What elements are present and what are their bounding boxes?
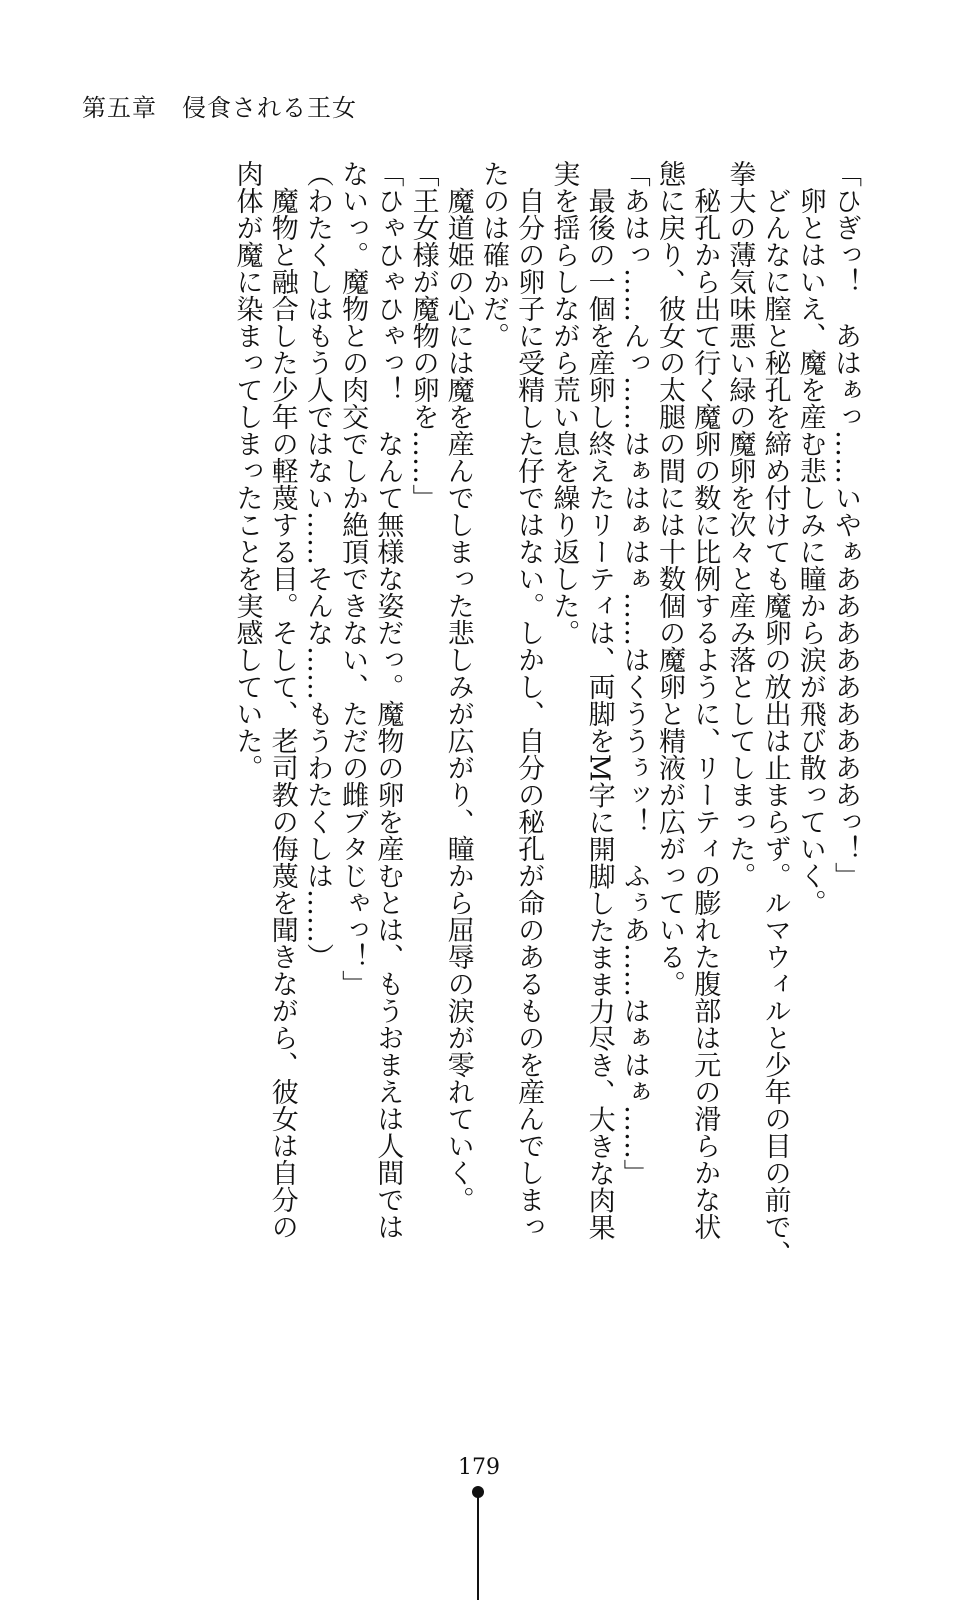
running-title: 第五章 侵食される王女 <box>82 94 357 122</box>
page-number: 179 <box>458 1455 500 1480</box>
text-line: 「ひゃひゃひゃっ！ なんて無様な姿だっ。魔物の卵を産むとは、もうおまえは人間では <box>372 160 404 1240</box>
page-marker-stem <box>477 1495 479 1600</box>
text-line: たのは確かだ。 <box>477 160 509 349</box>
text-line: 卵とはいえ、魔を産む悲しみに瞳から涙が飛び散っていく。 <box>794 160 826 916</box>
text-line: 秘孔から出て行く魔卵の数に比例するように、リーティの膨れた腹部は元の滑らかな状 <box>689 160 721 1240</box>
text-line: （わたくしはもう人ではない……そんな……もうわたくしは……） <box>301 160 333 970</box>
text-line: どんなに膣と秘孔を締め付けても魔卵の放出は止まらず。ルマウィルと少年の目の前で、 <box>759 160 791 1267</box>
text-line: 「王女様が魔物の卵を……」 <box>407 160 439 511</box>
text-line: 態に戻り、彼女の太腿の間には十数個の魔卵と精液が広がっている。 <box>653 160 685 997</box>
text-line: 「あはっ……んっ……はぁはぁはぁ……はくううぅッ！ ふぅあ……はぁはぁ……」 <box>618 160 650 1186</box>
text-line: 肉体が魔に染まってしまったことを実感していた。 <box>231 160 263 781</box>
text-line: ないっ。魔物との肉交でしか絶頂できない、ただの雌ブタじゃっ！」 <box>337 160 369 997</box>
text-line: 自分の卵子に受精した仔ではない。しかし、自分の秘孔が命のあるものを産んでしまっ <box>513 160 545 1240</box>
text-line: 実を揺らしながら荒い息を繰り返した。 <box>548 160 580 646</box>
body-text <box>229 160 863 1300</box>
text-line: 魔道姫の心には魔を産んでしまった悲しみが広がり、瞳から屈辱の涙が零れていく。 <box>442 160 474 1213</box>
text-line: 最後の一個を産卵し終えたリーティは、両脚をM字に開脚したまま力尽き、大きな肉果 <box>583 160 615 1241</box>
text-line: 拳大の薄気味悪い緑の魔卵を次々と産み落としてしまった。 <box>724 160 756 889</box>
text-line: 魔物と融合した少年の軽蔑する目。そして、老司教の侮蔑を聞きながら、彼女は自分の <box>266 160 298 1240</box>
text-line: 「ひぎっ！ あはぁっ……いやぁあああああああああっ！」 <box>830 160 861 889</box>
